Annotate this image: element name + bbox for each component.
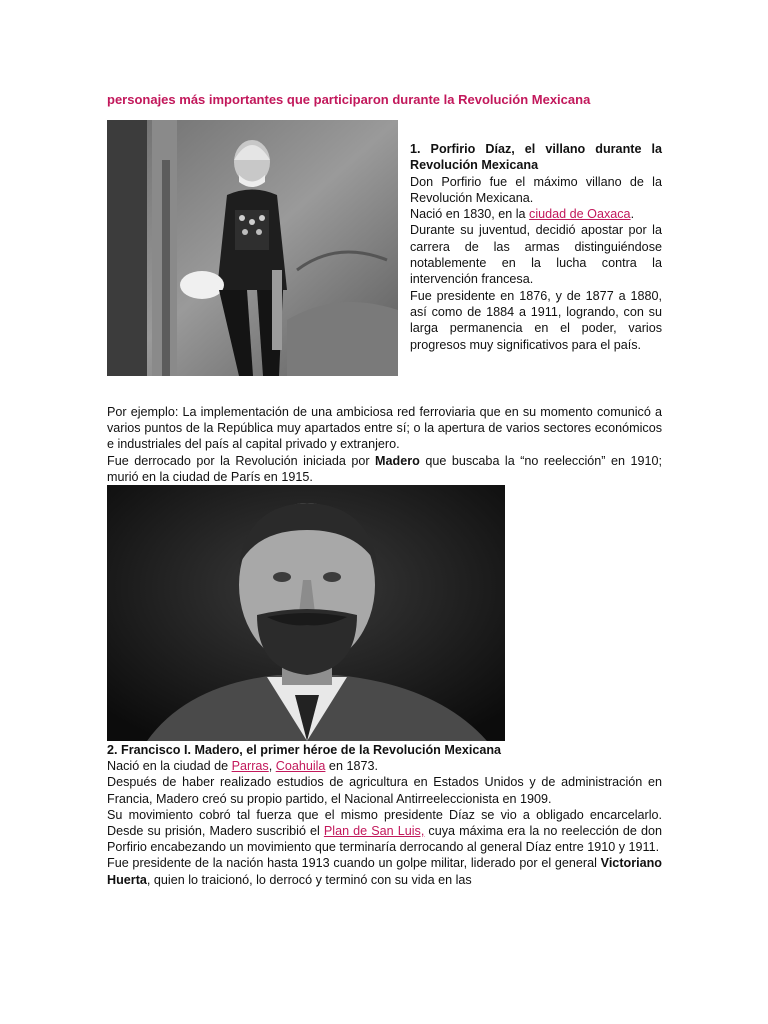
section1-paragraph: Durante su juventud, decidió apostar por la carrera de las armas distinguiéndose notablemente en la lucha contra la intervención francesa. <box>410 223 662 287</box>
section1-paragraph: Don Porfirio fue el máximo villano de la Revolución Mexicana. <box>410 174 662 205</box>
coahuila-link[interactable]: Coahuila <box>275 759 326 774</box>
section2-paragraph: Fue presidente de la nación hasta 1913 cuando un golpe militar, liderado por el general Victoriano Huerta, quien lo traicionó, lo derrocó y terminó con su vida en las <box>107 856 662 887</box>
plan-de-san-luis-link[interactable]: Plan de San Luis, <box>323 824 425 839</box>
page-title: personajes más importantes que participaron durante la Revolución Mexicana <box>107 92 591 107</box>
ciudad-de-oaxaca-link[interactable]: ciudad de Oaxaca <box>529 207 631 222</box>
section1-paragraph: Fue presidente en 1876, y de 1877 a 1880, así como de 1884 a 1911, logrando, con su larga permanencia en el poder, varios progresos muy significativos para el país. <box>410 288 662 352</box>
section2-paragraph: Después de haber realizado estudios de agricultura en Estados Unidos y de administración en Francia, Madero creó su propio partido, el Nacional Antirreeleccionista en 1909. <box>107 775 662 806</box>
section2-heading: 2. Francisco I. Madero, el primer héroe de la Revolución Mexicana <box>107 743 502 757</box>
porfirio-diaz-photo <box>107 120 398 376</box>
section1-heading: 1. Porfirio Díaz, el villano durante la Revolución Mexicana <box>410 142 662 173</box>
section1-paragraph: Fue derrocado por la Revolución iniciada por Madero que buscaba la “no reelección” en 1910; murió en la ciudad de París en 1915. <box>107 453 663 484</box>
porfirio-diaz-intro <box>410 141 662 353</box>
francisco-madero-photo <box>107 485 505 741</box>
francisco-madero-section <box>107 742 662 888</box>
section2-paragraph: Su movimiento cobró tal fuerza que el mismo presidente Díaz se vio a obligado encarcelarlo. Desde su prisión, Madero suscribió el Plan de San Luis, cuya máxima era la no reelección de don Porfirio encabezando un movimiento que terminaría derrocando al general Díaz entre 1910 y 1911. <box>107 807 662 855</box>
porfirio-diaz-continued <box>107 404 662 485</box>
section1-paragraph: Nació en 1830, en la ciudad de Oaxaca. <box>410 207 635 222</box>
section1-paragraph: Por ejemplo: La implementación de una ambiciosa red ferroviaria que en su momento comunicó a varios puntos de la República muy apartados entre sí; o la apertura de varios sectores económicos e industriales del país al capital privado y extranjero. <box>107 405 662 452</box>
parras-link[interactable]: Parras <box>231 759 269 774</box>
section2-paragraph: Nació en la ciudad de Parras, Coahuila en 1873. <box>107 759 378 774</box>
